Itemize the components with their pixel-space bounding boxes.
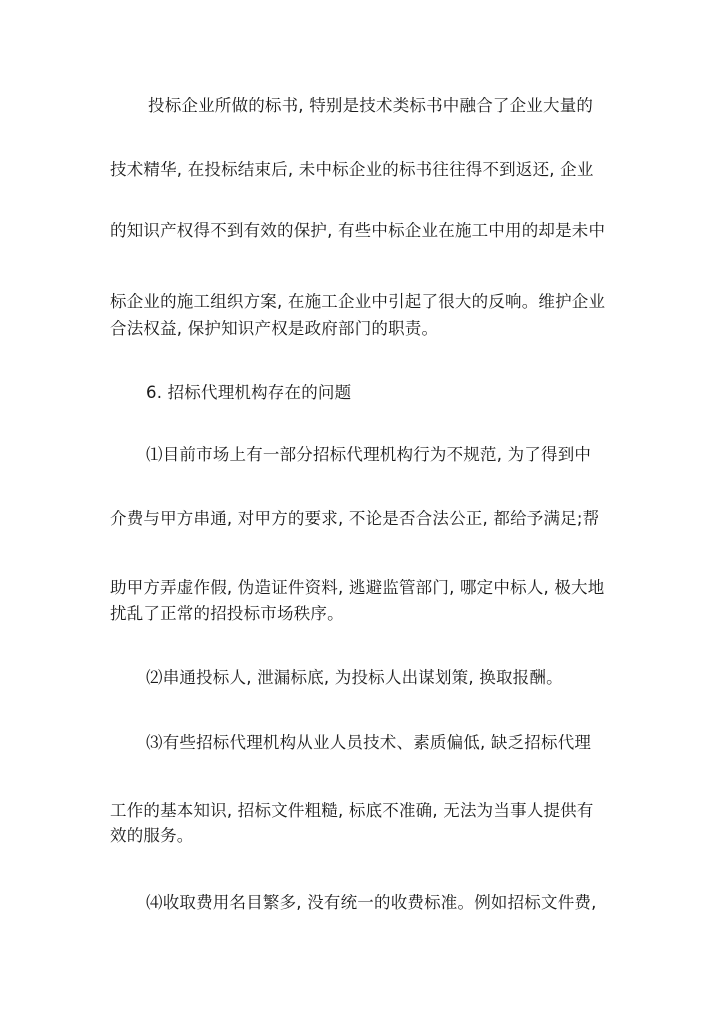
item-3-line-3: 效的服务。 bbox=[110, 826, 194, 845]
item-1-line-4: 扰乱了正常的招投标市场秩序。 bbox=[110, 604, 344, 623]
paragraph-1-line-5: 合法权益, 保护知识产权是政府部门的职责。 bbox=[110, 319, 439, 338]
item-1-line-3: 助甲方弄虚作假, 伪造证件资料, 逃避监管部门, 哪定中标人, 极大地 bbox=[110, 578, 605, 597]
item-4-line-1: ⑷收取费用名目繁多, 没有统一的收费标准。例如招标文件费, bbox=[146, 893, 597, 912]
section-heading: 6. 招标代理机构存在的问题 bbox=[146, 383, 352, 402]
paragraph-1-line-1: 投标企业所做的标书, 特别是技术类标书中融合了企业大量的 bbox=[148, 96, 594, 115]
item-3-line-1: ⑶有些招标代理机构从业人员技术、素质偏低, 缺乏招标代理 bbox=[146, 733, 592, 752]
paragraph-1-line-3: 的知识产权得不到有效的保护, 有些中标企业在施工中用的却是未中 bbox=[110, 221, 606, 240]
paragraph-1-line-2: 技术精华, 在投标结束后, 未中标企业的标书往往得不到返还, 企业 bbox=[110, 160, 594, 179]
paragraph-1-line-4: 标企业的施工组织方案, 在施工企业中引起了很大的反响。维护企业 bbox=[110, 292, 606, 311]
item-1-line-2: 介费与甲方串通, 对甲方的要求, 不论是否合法公正, 都给予满足;帮 bbox=[110, 509, 600, 528]
item-2-line-1: ⑵串通投标人, 泄漏标底, 为投标人出谋划策, 换取报酬。 bbox=[146, 668, 563, 687]
item-3-line-2: 工作的基本知识, 招标文件粗糙, 标底不准确, 无法为当事人提供有 bbox=[110, 801, 594, 820]
item-1-line-1: ⑴目前市场上有一部分招标代理机构行为不规范, 为了得到中 bbox=[146, 445, 592, 464]
